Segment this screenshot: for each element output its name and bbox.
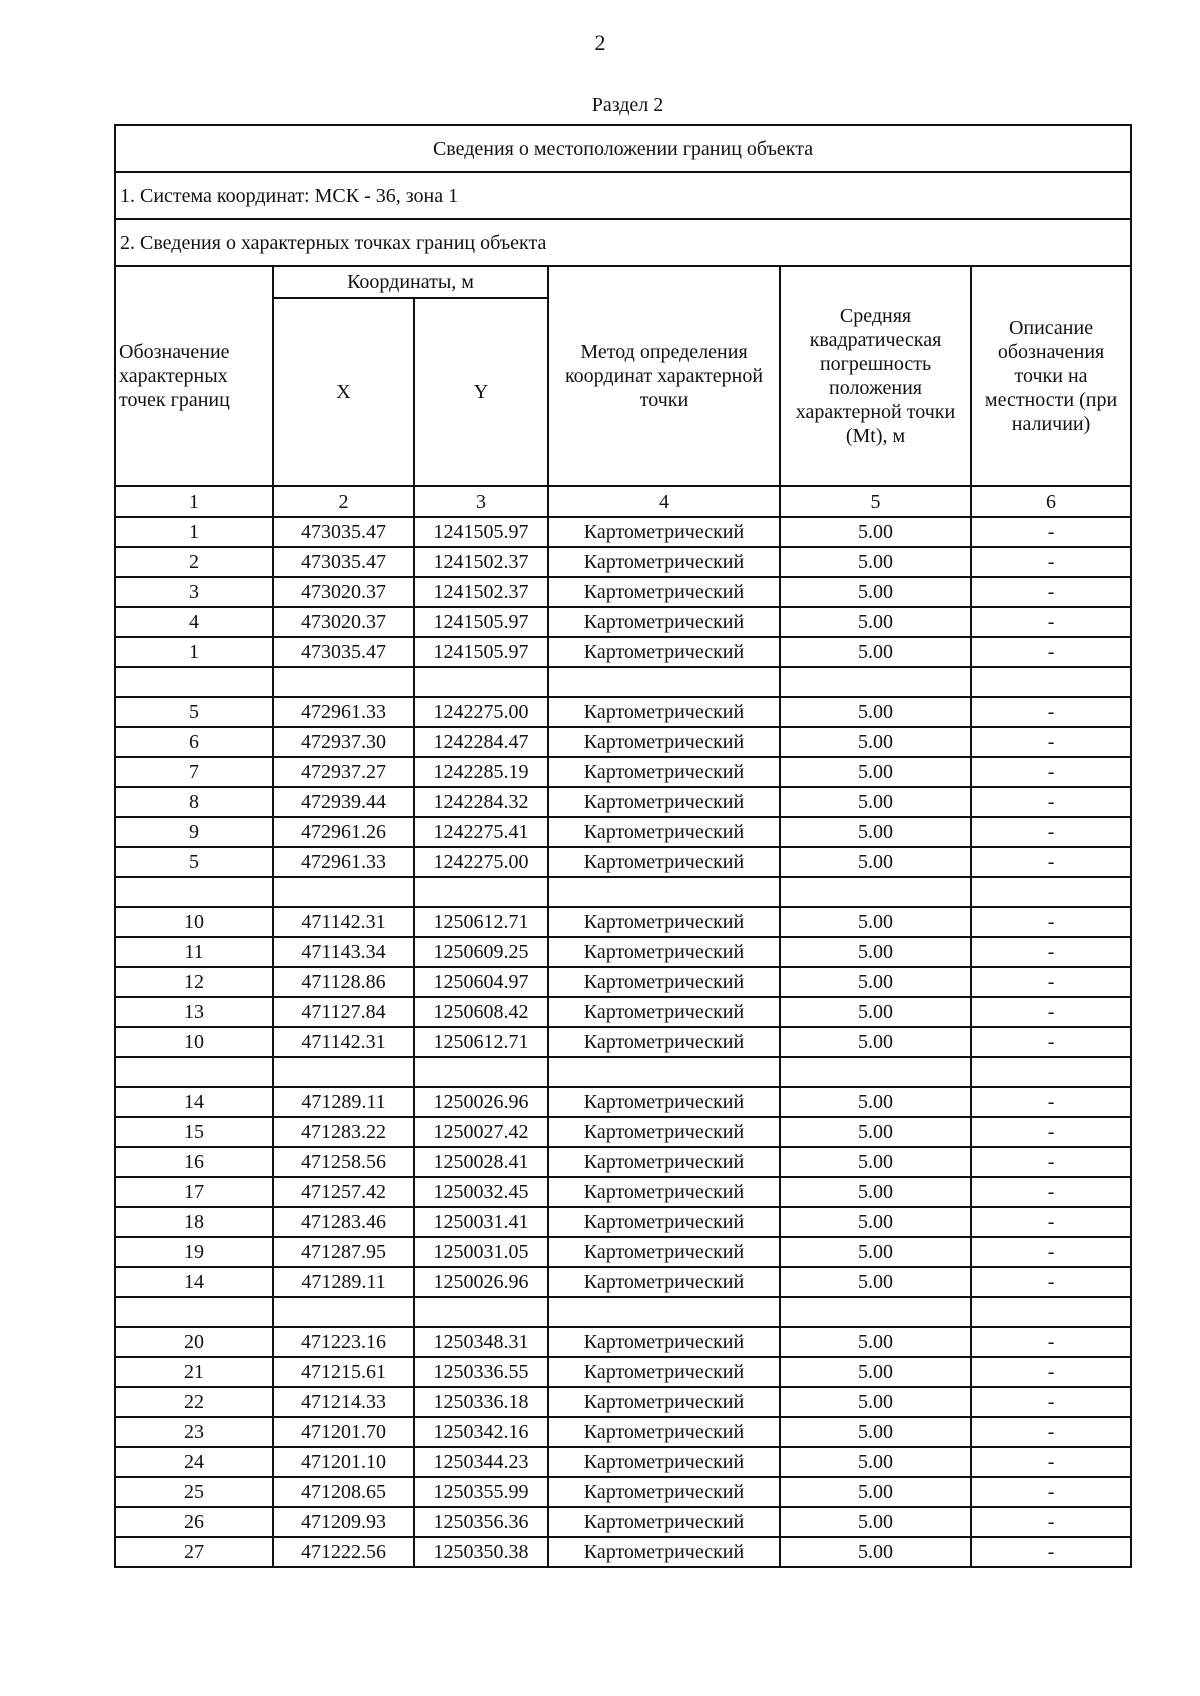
method-cell: Картометрический [548, 1387, 780, 1417]
point-id-cell [115, 1297, 273, 1327]
table-row [115, 1417, 1131, 1447]
y-coordinate-cell: 1250356.36 [414, 1507, 548, 1537]
x-coordinate-cell [273, 1297, 414, 1327]
description-cell: - [971, 1267, 1131, 1297]
y-coordinate-cell: 1250342.16 [414, 1417, 548, 1447]
separator-row [115, 1297, 1131, 1327]
x-coordinate-cell: 471283.46 [273, 1207, 414, 1237]
method-cell: Картометрический [548, 1507, 780, 1537]
y-coordinate-cell: 1250608.42 [414, 997, 548, 1027]
table-row [115, 907, 1131, 937]
y-coordinate-cell: 1250026.96 [414, 1087, 548, 1117]
y-coordinate-cell: 1250032.45 [414, 1177, 548, 1207]
y-coordinate-cell: 1250031.05 [414, 1237, 548, 1267]
column-number: 4 [548, 486, 780, 517]
x-coordinate-cell: 471223.16 [273, 1327, 414, 1357]
point-id-cell: 9 [115, 817, 273, 847]
table-row [115, 937, 1131, 967]
x-coordinate-cell: 472961.33 [273, 697, 414, 727]
x-coordinate-cell: 471289.11 [273, 1267, 414, 1297]
point-id-cell: 16 [115, 1147, 273, 1177]
point-id-cell: 12 [115, 967, 273, 997]
y-coordinate-cell: 1250336.18 [414, 1387, 548, 1417]
method-cell: Картометрический [548, 817, 780, 847]
y-coordinate-cell [414, 667, 548, 697]
description-cell: - [971, 1357, 1131, 1387]
x-coordinate-cell: 473035.47 [273, 637, 414, 667]
point-id-cell: 5 [115, 697, 273, 727]
point-id-cell: 5 [115, 847, 273, 877]
separator-row [115, 667, 1131, 697]
description-cell: - [971, 637, 1131, 667]
x-coordinate-cell: 473035.47 [273, 547, 414, 577]
y-coordinate-cell: 1250336.55 [414, 1357, 548, 1387]
error-cell: 5.00 [780, 907, 971, 937]
column-number: 6 [971, 486, 1131, 517]
method-cell: Картометрический [548, 997, 780, 1027]
x-coordinate-cell: 473020.37 [273, 577, 414, 607]
description-cell: - [971, 1417, 1131, 1447]
table-row [115, 1267, 1131, 1297]
method-cell: Картометрический [548, 1027, 780, 1057]
error-cell: 5.00 [780, 1027, 971, 1057]
y-coordinate-cell: 1242275.00 [414, 697, 548, 727]
error-cell: 5.00 [780, 547, 971, 577]
y-coordinate-cell: 1250355.99 [414, 1477, 548, 1507]
point-id-cell: 24 [115, 1447, 273, 1477]
error-cell: 5.00 [780, 1177, 971, 1207]
method-cell: Картометрический [548, 697, 780, 727]
table-row [115, 1327, 1131, 1357]
point-id-cell: 1 [115, 637, 273, 667]
error-cell: 5.00 [780, 1267, 971, 1297]
method-cell: Картометрический [548, 907, 780, 937]
y-coordinate-cell: 1241502.37 [414, 577, 548, 607]
description-cell: - [971, 757, 1131, 787]
description-cell: - [971, 1177, 1131, 1207]
error-cell: 5.00 [780, 1387, 971, 1417]
point-id-cell: 14 [115, 1087, 273, 1117]
table-row [115, 1147, 1131, 1177]
y-coordinate-cell: 1250348.31 [414, 1327, 548, 1357]
method-cell: Картометрический [548, 1417, 780, 1447]
table-row [115, 1027, 1131, 1057]
x-coordinate-cell: 471142.31 [273, 907, 414, 937]
table-title: Сведения о местоположении границ объекта [115, 125, 1131, 172]
point-id-cell: 26 [115, 1507, 273, 1537]
table-row [115, 1087, 1131, 1117]
error-cell: 5.00 [780, 607, 971, 637]
x-coordinate-cell: 471215.61 [273, 1357, 414, 1387]
description-cell: - [971, 547, 1131, 577]
point-id-cell: 18 [115, 1207, 273, 1237]
description-cell: - [971, 997, 1131, 1027]
table-row [115, 547, 1131, 577]
separator-row [115, 877, 1131, 907]
point-id-cell [115, 1057, 273, 1087]
y-coordinate-cell: 1241505.97 [414, 607, 548, 637]
point-id-cell: 23 [115, 1417, 273, 1447]
y-coordinate-cell: 1242284.32 [414, 787, 548, 817]
table-row [115, 1447, 1131, 1477]
section-label: Раздел 2 [591, 94, 664, 116]
error-cell [780, 1057, 971, 1087]
x-coordinate-cell [273, 877, 414, 907]
y-coordinate-cell: 1250604.97 [414, 967, 548, 997]
y-coordinate-cell: 1250027.42 [414, 1117, 548, 1147]
points-caption: 2. Сведения о характерных точках границ объекта [115, 219, 1131, 266]
method-cell: Картометрический [548, 1087, 780, 1117]
method-cell: Картометрический [548, 1117, 780, 1147]
point-id-cell: 21 [115, 1357, 273, 1387]
method-cell: Картометрический [548, 1147, 780, 1177]
x-coordinate-cell: 471214.33 [273, 1387, 414, 1417]
error-cell: 5.00 [780, 817, 971, 847]
table-row [115, 847, 1131, 877]
description-cell: - [971, 1147, 1131, 1177]
description-cell: - [971, 1117, 1131, 1147]
table-row [115, 577, 1131, 607]
y-coordinate-cell: 1242284.47 [414, 727, 548, 757]
y-coordinate-cell: 1250609.25 [414, 937, 548, 967]
method-cell: Картометрический [548, 847, 780, 877]
y-coordinate-cell [414, 877, 548, 907]
separator-row [115, 1057, 1131, 1087]
description-cell: - [971, 907, 1131, 937]
description-cell: - [971, 1477, 1131, 1507]
method-cell: Картометрический [548, 787, 780, 817]
x-coordinate-cell: 471283.22 [273, 1117, 414, 1147]
table-row [115, 1357, 1131, 1387]
x-coordinate-cell: 471201.70 [273, 1417, 414, 1447]
x-coordinate-cell: 473020.37 [273, 607, 414, 637]
description-cell: - [971, 967, 1131, 997]
method-cell: Картометрический [548, 1477, 780, 1507]
error-cell: 5.00 [780, 1117, 971, 1147]
x-coordinate-cell: 471201.10 [273, 1447, 414, 1477]
y-coordinate-cell: 1242275.00 [414, 847, 548, 877]
method-cell: Картометрический [548, 1267, 780, 1297]
table-row [115, 1177, 1131, 1207]
error-cell: 5.00 [780, 1477, 971, 1507]
table-row [115, 1387, 1131, 1417]
error-cell: 5.00 [780, 937, 971, 967]
description-cell: - [971, 1387, 1131, 1417]
method-cell [548, 877, 780, 907]
x-coordinate-cell: 471222.56 [273, 1537, 414, 1567]
point-id-cell: 11 [115, 937, 273, 967]
point-id-cell: 8 [115, 787, 273, 817]
error-cell: 5.00 [780, 1507, 971, 1537]
error-cell [780, 1297, 971, 1327]
error-cell: 5.00 [780, 577, 971, 607]
table-row [115, 697, 1131, 727]
point-id-cell: 6 [115, 727, 273, 757]
coordinate-system: 1. Система координат: МСК - 36, зона 1 [115, 172, 1131, 219]
method-cell: Картометрический [548, 607, 780, 637]
y-coordinate-cell: 1242285.19 [414, 757, 548, 787]
method-cell [548, 1297, 780, 1327]
error-cell: 5.00 [780, 697, 971, 727]
description-cell [971, 1057, 1131, 1087]
point-id-cell: 10 [115, 1027, 273, 1057]
point-id-cell: 2 [115, 547, 273, 577]
error-cell [780, 877, 971, 907]
error-cell: 5.00 [780, 1537, 971, 1567]
table-row [115, 817, 1131, 847]
x-coordinate-cell: 471142.31 [273, 1027, 414, 1057]
x-coordinate-cell: 472961.26 [273, 817, 414, 847]
x-coordinate-cell: 471209.93 [273, 1507, 414, 1537]
x-coordinate-cell: 471208.65 [273, 1477, 414, 1507]
description-cell: - [971, 1447, 1131, 1477]
description-cell: - [971, 1027, 1131, 1057]
method-cell: Картометрический [548, 727, 780, 757]
error-cell: 5.00 [780, 517, 971, 547]
header-x: X [273, 298, 414, 486]
point-id-cell: 7 [115, 757, 273, 787]
page-number: 2 [594, 30, 606, 55]
y-coordinate-cell: 1250031.41 [414, 1207, 548, 1237]
y-coordinate-cell: 1241505.97 [414, 637, 548, 667]
header-description: Описание обозначения точки на местности (при наличии) [971, 266, 1131, 486]
point-id-cell: 20 [115, 1327, 273, 1357]
y-coordinate-cell: 1250612.71 [414, 907, 548, 937]
y-coordinate-cell: 1250028.41 [414, 1147, 548, 1177]
point-id-cell: 15 [115, 1117, 273, 1147]
method-cell [548, 667, 780, 697]
description-cell: - [971, 1207, 1131, 1237]
table-row [115, 1537, 1131, 1567]
description-cell: - [971, 577, 1131, 607]
column-numbers-row [115, 486, 1131, 517]
table-row [115, 997, 1131, 1027]
method-cell: Картометрический [548, 1237, 780, 1267]
x-coordinate-cell: 472937.27 [273, 757, 414, 787]
method-cell: Картометрический [548, 1177, 780, 1207]
method-cell [548, 1057, 780, 1087]
method-cell: Картометрический [548, 1357, 780, 1387]
method-cell: Картометрический [548, 637, 780, 667]
description-cell: - [971, 697, 1131, 727]
table-row [115, 607, 1131, 637]
error-cell: 5.00 [780, 787, 971, 817]
table-row [115, 517, 1131, 547]
header-error: Средняя квадратическая погрешность положения характерной точки (Mt), м [780, 266, 971, 486]
description-cell [971, 877, 1131, 907]
method-cell: Картометрический [548, 547, 780, 577]
table-row [115, 1117, 1131, 1147]
method-cell: Картометрический [548, 1447, 780, 1477]
description-cell: - [971, 517, 1131, 547]
method-cell: Картометрический [548, 1207, 780, 1237]
x-coordinate-cell: 471143.34 [273, 937, 414, 967]
point-id-cell: 19 [115, 1237, 273, 1267]
description-cell [971, 1297, 1131, 1327]
error-cell: 5.00 [780, 1447, 971, 1477]
point-id-cell: 1 [115, 517, 273, 547]
point-id-cell: 10 [115, 907, 273, 937]
x-coordinate-cell: 471128.86 [273, 967, 414, 997]
error-cell: 5.00 [780, 757, 971, 787]
method-cell: Картометрический [548, 517, 780, 547]
point-id-cell: 13 [115, 997, 273, 1027]
y-coordinate-cell: 1241505.97 [414, 517, 548, 547]
x-coordinate-cell [273, 667, 414, 697]
error-cell: 5.00 [780, 967, 971, 997]
error-cell: 5.00 [780, 637, 971, 667]
method-cell: Картометрический [548, 1327, 780, 1357]
point-id-cell: 22 [115, 1387, 273, 1417]
description-cell: - [971, 1237, 1131, 1267]
error-cell: 5.00 [780, 997, 971, 1027]
column-number: 2 [273, 486, 414, 517]
method-cell: Картометрический [548, 937, 780, 967]
error-cell: 5.00 [780, 1327, 971, 1357]
point-id-cell [115, 877, 273, 907]
description-cell: - [971, 817, 1131, 847]
table-row [115, 757, 1131, 787]
x-coordinate-cell: 471257.42 [273, 1177, 414, 1207]
point-id-cell: 14 [115, 1267, 273, 1297]
point-id-cell: 27 [115, 1537, 273, 1567]
error-cell: 5.00 [780, 1417, 971, 1447]
x-coordinate-cell: 471258.56 [273, 1147, 414, 1177]
method-cell: Картометрический [548, 1537, 780, 1567]
error-cell: 5.00 [780, 1207, 971, 1237]
header-method: Метод определения координат характерной точки [548, 266, 780, 486]
point-id-cell: 4 [115, 607, 273, 637]
error-cell [780, 667, 971, 697]
x-coordinate-cell: 472937.30 [273, 727, 414, 757]
description-cell: - [971, 1537, 1131, 1567]
y-coordinate-cell [414, 1057, 548, 1087]
table-row [115, 1237, 1131, 1267]
point-id-cell [115, 667, 273, 697]
y-coordinate-cell: 1241502.37 [414, 547, 548, 577]
description-cell: - [971, 1087, 1131, 1117]
x-coordinate-cell: 471127.84 [273, 997, 414, 1027]
column-number: 5 [780, 486, 971, 517]
y-coordinate-cell: 1250344.23 [414, 1447, 548, 1477]
point-id-cell: 3 [115, 577, 273, 607]
table-row [115, 1477, 1131, 1507]
description-cell: - [971, 607, 1131, 637]
point-id-cell: 25 [115, 1477, 273, 1507]
x-coordinate-cell: 471287.95 [273, 1237, 414, 1267]
x-coordinate-cell: 471289.11 [273, 1087, 414, 1117]
column-number: 3 [414, 486, 548, 517]
table-row [115, 787, 1131, 817]
method-cell: Картометрический [548, 757, 780, 787]
y-coordinate-cell: 1242275.41 [414, 817, 548, 847]
error-cell: 5.00 [780, 1147, 971, 1177]
table-row [115, 727, 1131, 757]
description-cell: - [971, 727, 1131, 757]
error-cell: 5.00 [780, 1357, 971, 1387]
error-cell: 5.00 [780, 1237, 971, 1267]
description-cell: - [971, 847, 1131, 877]
table-row [115, 637, 1131, 667]
error-cell: 5.00 [780, 727, 971, 757]
column-number: 1 [115, 486, 273, 517]
x-coordinate-cell: 472939.44 [273, 787, 414, 817]
y-coordinate-cell: 1250612.71 [414, 1027, 548, 1057]
header-point: Обозначение характерных точек границ [115, 266, 273, 486]
header-coordinates: Координаты, м [273, 266, 548, 298]
y-coordinate-cell: 1250350.38 [414, 1537, 548, 1567]
y-coordinate-cell: 1250026.96 [414, 1267, 548, 1297]
method-cell: Картометрический [548, 577, 780, 607]
description-cell: - [971, 1327, 1131, 1357]
method-cell: Картометрический [548, 967, 780, 997]
x-coordinate-cell: 472961.33 [273, 847, 414, 877]
table-row [115, 1507, 1131, 1537]
header-y: Y [414, 298, 548, 486]
table-row [115, 1207, 1131, 1237]
description-cell: - [971, 1507, 1131, 1537]
table-row [115, 967, 1131, 997]
error-cell: 5.00 [780, 1087, 971, 1117]
description-cell: - [971, 787, 1131, 817]
error-cell: 5.00 [780, 847, 971, 877]
y-coordinate-cell [414, 1297, 548, 1327]
description-cell [971, 667, 1131, 697]
point-id-cell: 17 [115, 1177, 273, 1207]
description-cell: - [971, 937, 1131, 967]
x-coordinate-cell [273, 1057, 414, 1087]
x-coordinate-cell: 473035.47 [273, 517, 414, 547]
boundary-points-table [114, 124, 1132, 1568]
